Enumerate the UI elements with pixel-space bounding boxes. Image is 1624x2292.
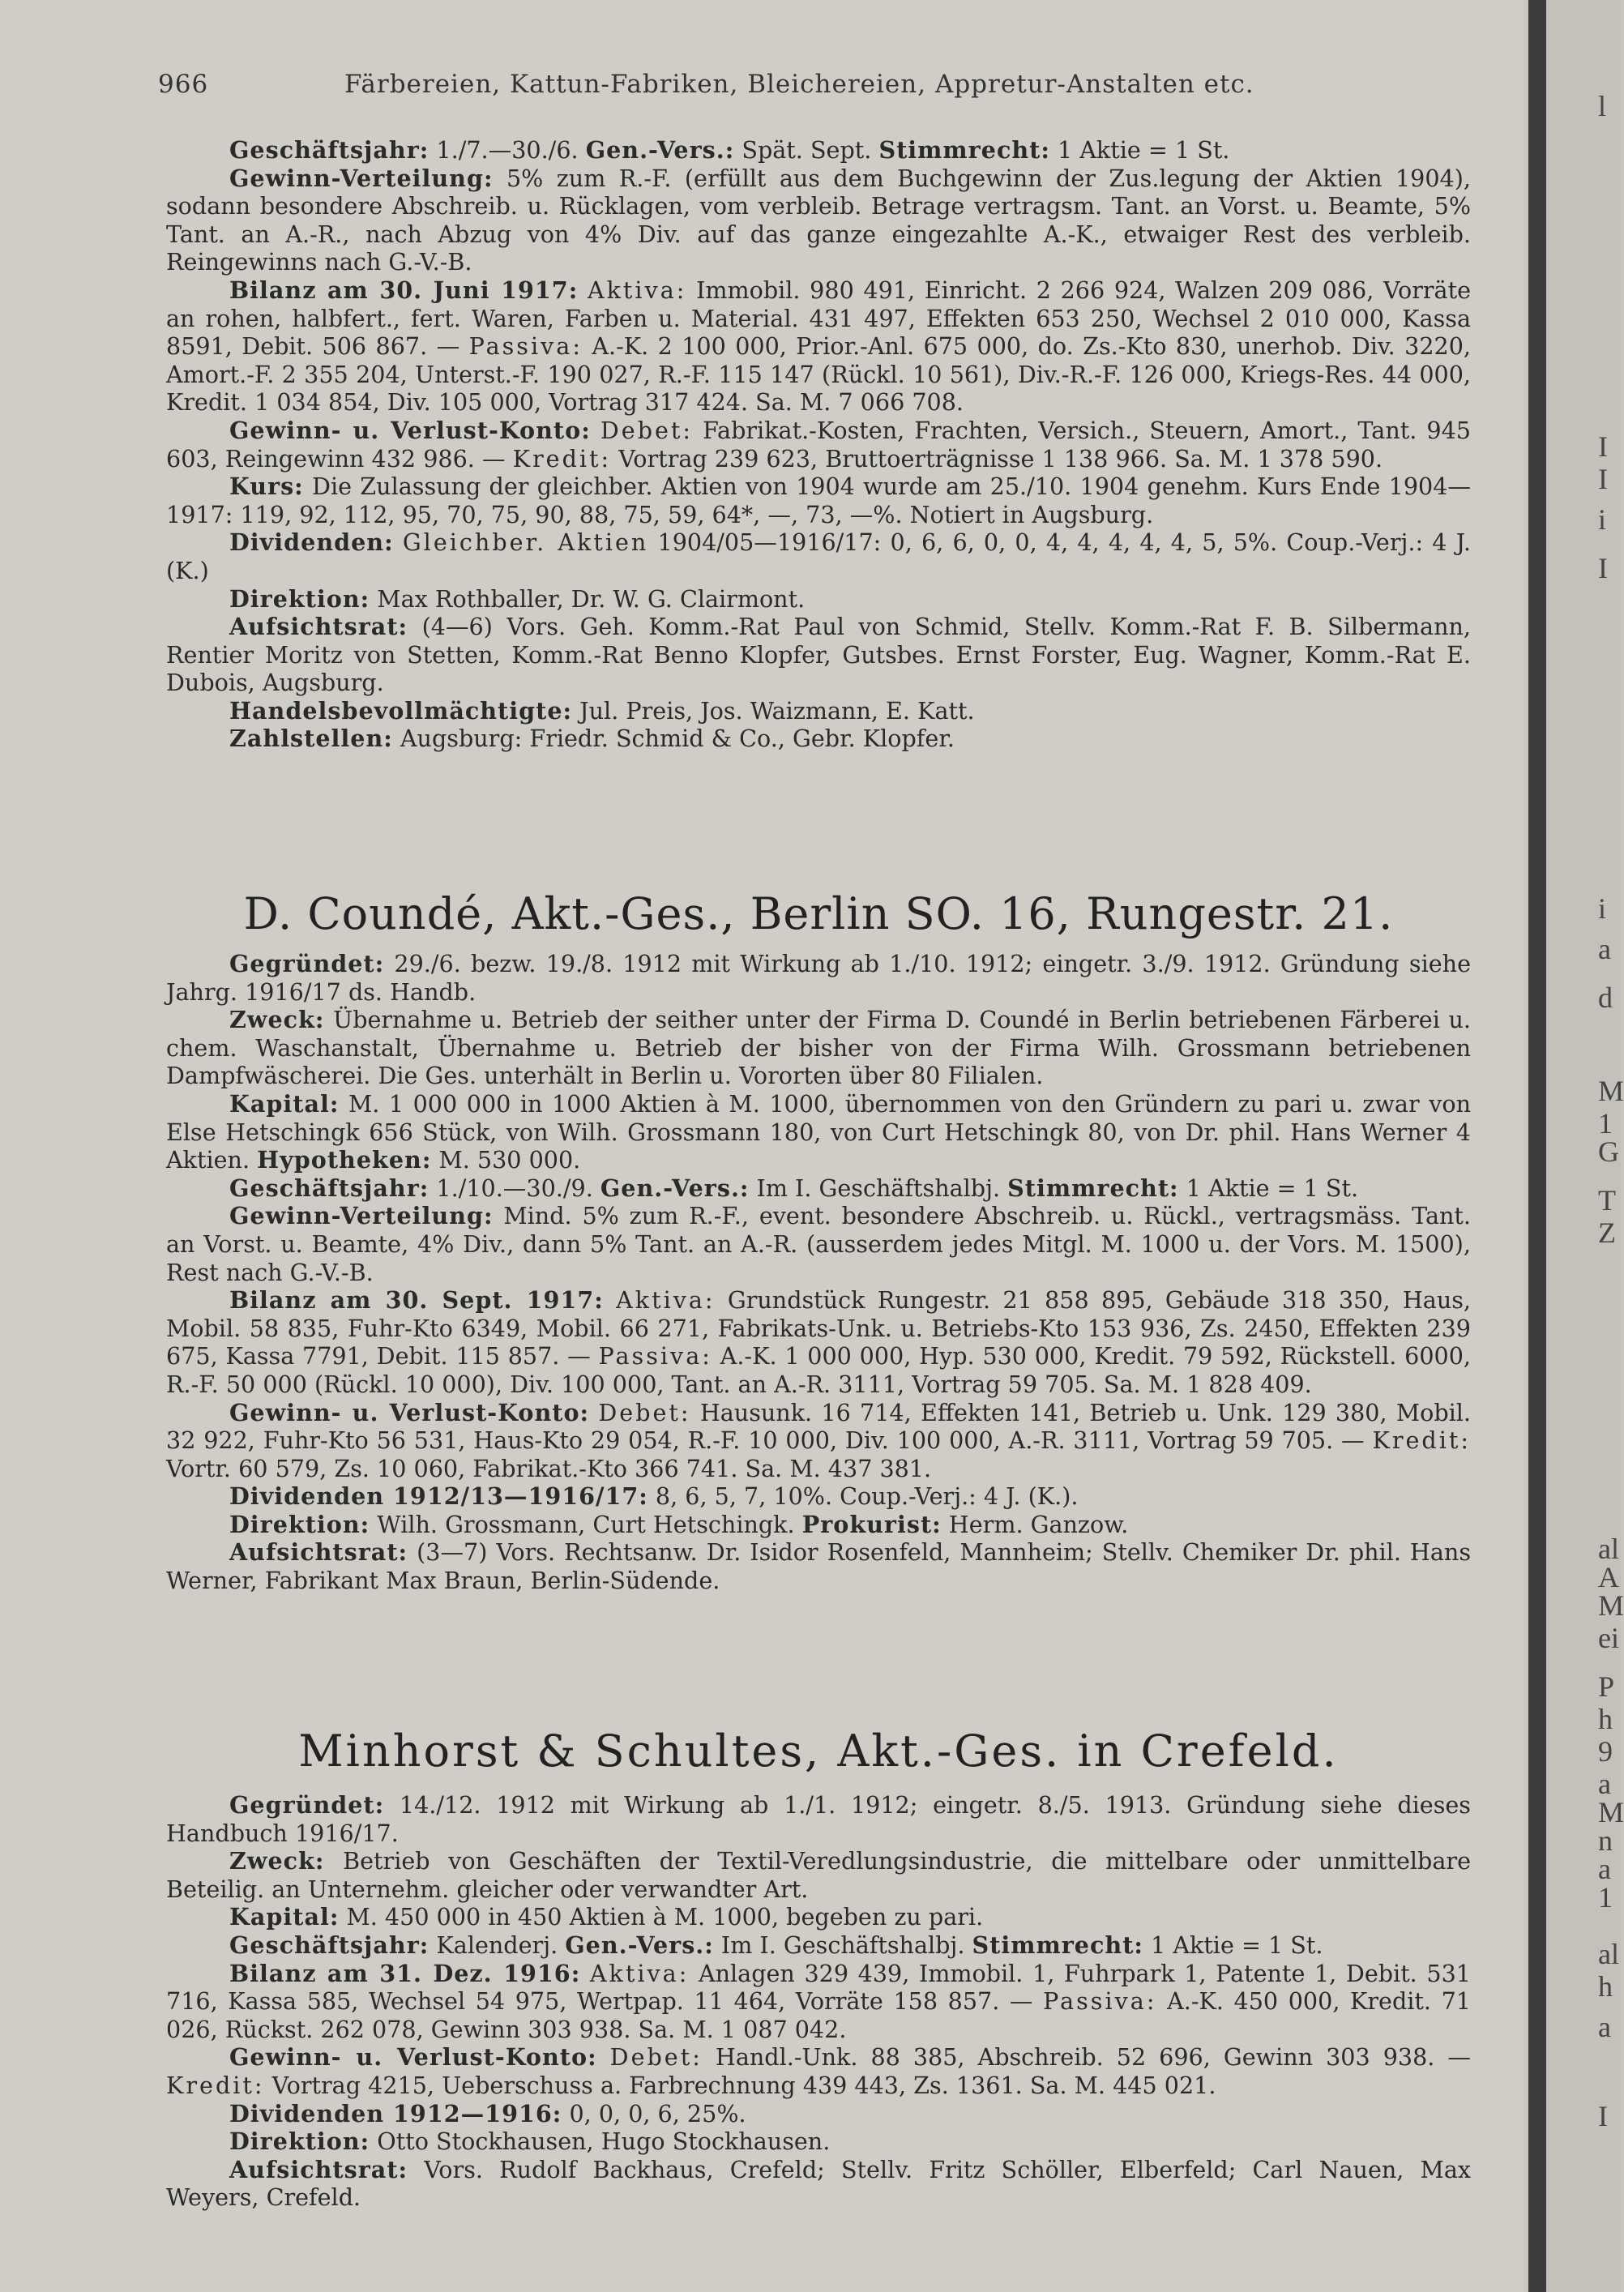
business-year-line: Geschäftsjahr: 1./7.—30./6. Gen.-Vers.: Spät. Sept. Stimmrecht: 1 Aktie = 1 St. — [229, 136, 1230, 164]
adjacent-page-fragment: M — [1598, 1796, 1624, 1828]
entry-minhorst — [166, 1791, 1471, 2212]
capital: Kapital: M. 1 000 000 in 1000 Aktien à M. 1000, übernommen von den Gründern zu pari u. zwar von Else Hetschingk 656 Stück, von Wilh. Grossmann 180, von Curt Hetschingk 80, von Dr. phil. Hans Werner 4 Aktien. Hypotheken: M. 530 000. — [166, 1089, 1471, 1174]
adjacent-page-fragment: al — [1598, 1533, 1619, 1565]
adjacent-page-fragment: I — [1598, 552, 1608, 584]
adjacent-page-fragment: I — [1598, 463, 1608, 495]
profit-distribution: Gewinn-Verteilung: 5% zum R.-F. (erfüllt aus dem Buchgewinn der Zus.legung der Aktien 1904), sodann besondere Abschreib. u. Rücklagen, vom verbleib. Betrage vertragsm. Tant. an Vorst. u. Beamte, 5% Tant. an A.-R., nach Abzug von 4% Div. auf das ganze eingezahlte A.-K., etwaiger Rest des verbleib. Reingewinns nach G.-V.-B. — [166, 164, 1471, 276]
running-title: Färbereien, Kattun-Fabriken, Bleichereien, Appretur-Anstalten etc. — [344, 70, 1254, 99]
authorized-agents: Handelsbevollmächtigte: Jul. Preis, Jos. Waizmann, E. Katt. — [229, 696, 975, 725]
supervisory-board: Aufsichtsrat: (3—7) Vors. Rechtsanw. Dr. Isidor Rosenfeld, Mannheim; Stellv. Chemiker Dr. phil. Hans Werner, Fabrikant Max Braun, Berlin-Südende. — [166, 1538, 1471, 1595]
adjacent-page-fragment: a — [1598, 2011, 1611, 2043]
adjacent-page-fragment: 9 — [1598, 1735, 1613, 1768]
dividends: Dividenden 1912—1916: 0, 0, 0, 6, 25%. — [229, 2099, 746, 2127]
supervisory-board: Aufsichtsrat: (4—6) Vors. Geh. Komm.-Rat Paul von Schmid, Stellv. Komm.-Rat F. B. Silbermann, Rentier Moritz von Stetten, Komm.-Rat Benno Klopfer, Gutsbes. Ernst Forster, Eug. Wagner, Komm.-Rat E. Dubois, Augsburg. — [166, 613, 1471, 697]
adjacent-page-fragment: n — [1598, 1824, 1613, 1857]
supervisory-board: Aufsichtsrat: Vors. Rudolf Backhaus, Crefeld; Stellv. Fritz Schöller, Elberfeld; Carl Nauen, Max Weyers, Crefeld. — [166, 2155, 1471, 2212]
company-heading-minhorst: Minhorst & Schultes, Akt.-Ges. in Crefeld. — [298, 1725, 1339, 1777]
business-year-line: Geschäftsjahr: Kalenderj. Gen.-Vers.: Im I. Geschäftshalbj. Stimmrecht: 1 Aktie = 1 St. — [229, 1931, 1323, 1959]
adjacent-page-fragment: I — [1598, 2100, 1608, 2132]
entry-counde — [166, 950, 1471, 1595]
adjacent-page-fragment: h — [1598, 1970, 1613, 2003]
share-price: Kurs: Die Zulassung der gleichber. Aktien von 1904 wurde am 25./10. 1904 genehm. Kurs Ende 1904—1917: 119, 92, 112, 95, 70, 75, 90, 88, 75, 59, 64*, —, 73, —%. Notiert in Augsburg. — [166, 473, 1471, 528]
founded: Gegründet: 29./6. bezw. 19./8. 1912 mit Wirkung ab 1./10. 1912; eingetr. 3./9. 1912. Gründung siehe Jahrg. 1916/17 ds. Handb. — [166, 950, 1471, 1006]
company-heading-counde: D. Coundé, Akt.-Ges., Berlin SO. 16, Rungestr. 21. — [243, 888, 1394, 939]
adjacent-page-fragment: a — [1598, 933, 1611, 965]
adjacent-page-fragment: a — [1598, 1768, 1611, 1800]
adjacent-page-fragment: T — [1598, 1184, 1616, 1217]
profit-loss-account: Gewinn- u. Verlust-Konto: Debet: Handl.-Unk. 88 385, Abschreib. 52 696, Gewinn 303 938. — Kredit: Vortrag 4215, Ueberschuss a. Farbrechnung 439 443, Zs. 1361. Sa. M. 445 021. — [166, 2043, 1471, 2099]
adjacent-page-fragment: h — [1598, 1703, 1613, 1735]
adjacent-page-fragment: Z — [1598, 1217, 1616, 1249]
adjacent-page-fragment: i — [1598, 503, 1607, 536]
founded: Gegründet: 14./12. 1912 mit Wirkung ab 1./1. 1912; eingetr. 8./5. 1913. Gründung siehe dieses Handbuch 1916/17. — [166, 1791, 1471, 1847]
management: Direktion: Wilh. Grossmann, Curt Hetschingk. Prokurist: Herm. Ganzow. — [229, 1510, 1129, 1538]
profit-distribution: Gewinn-Verteilung: Mind. 5% zum R.-F., event. besondere Abschreib. u. Rückl., vertragsmäss. Tant. an Vorst. u. Beamte, 4% Div., dann 5% Tant. an A.-R. (ausserdem jedes Mitgl. M. 1000 u. der Vors. M. 1500), Rest nach G.-V.-B. — [166, 1202, 1471, 1286]
business-year-line: Geschäftsjahr: 1./10.—30./9. Gen.-Vers.: Im I. Geschäftshalbj. Stimmrecht: 1 Aktie = 1 St. — [229, 1174, 1359, 1202]
adjacent-page-fragment: a — [1598, 1853, 1611, 1885]
dividends: Dividenden: Gleichber. Aktien 1904/05—1916/17: 0, 6, 6, 0, 0, 4, 4, 4, 4, 4, 5, 5%. Coup.-Verj.: 4 J. (K.) — [166, 528, 1471, 584]
adjacent-page-fragment: M — [1598, 1075, 1624, 1107]
adjacent-page-fragment: A — [1598, 1561, 1619, 1593]
page-number: 966 — [158, 70, 209, 99]
management: Direktion: Otto Stockhausen, Hugo Stockhausen. — [229, 2127, 831, 2156]
page-gutter — [1528, 0, 1546, 2292]
adjacent-page-fragment: al — [1598, 1938, 1619, 1970]
paying-agents: Zahlstellen: Augsburg: Friedr. Schmid & Co., Gebr. Klopfer. — [229, 725, 955, 753]
adjacent-page-fragment: P — [1598, 1670, 1615, 1703]
dividends: Dividenden 1912/13—1916/17: 8, 6, 5, 7, 10%. Coup.-Verj.: 4 J. (K.). — [229, 1482, 1079, 1511]
balance-sheet: Bilanz am 30. Sept. 1917: Aktiva: Grundstück Rungestr. 21 858 895, Gebäude 318 350, Haus, Mobil. 58 835, Fuhr-Kto 6349, Mobil. 66 271, Fabrikats-Unk. u. Betriebs-Kto 153 936, Zs. 2450, Effekten 239 675, Kassa 7791, Debit. 115 857. — Passiva: A.-K. 1 000 000, Hyp. 530 000, Kredit. 79 592, Rückstell. 6000, R.-F. 50 000 (Rückl. 10 000), Div. 100 000, Tant. an A.-R. 3111, Vortrag 59 705. Sa. M. 1 828 409. — [166, 1286, 1472, 1398]
adjacent-page-fragment: 1 — [1598, 1881, 1613, 1914]
adjacent-page-fragment: ei — [1598, 1622, 1619, 1654]
page-header — [158, 70, 1487, 110]
balance-sheet: Bilanz am 30. Juni 1917: Aktiva: Immobil. 980 491, Einricht. 2 266 924, Walzen 209 086, Vorräte an rohen, halbfert., fert. Waren, Farben u. Material. 431 497, Effekten 653 250, Wechsel 2 010 000, Kassa 8591, Debit. 506 867. — Passiva: A.-K. 2 100 000, Prior.-Anl. 675 000, do. Zs.-Kto 830, unerhob. Div. 3220, Amort.-F. 2 355 204, Unterst.-F. 190 027, R.-F. 115 147 (Rückl. 10 561), Div.-R.-F. 126 000, Kriegs-Res. 44 000, Kredit. 1 034 854, Div. 105 000, Vortrag 317 424. Sa. M. 7 066 708. — [166, 276, 1472, 417]
adjacent-page-fragment: l — [1598, 90, 1607, 122]
adjacent-page-fragment: 1 — [1598, 1107, 1613, 1140]
adjacent-page-edge — [1546, 0, 1624, 2292]
adjacent-page-fragment: I — [1598, 430, 1608, 463]
adjacent-page-fragment: G — [1598, 1135, 1619, 1168]
balance-sheet: Bilanz am 31. Dez. 1916: Aktiva: Anlagen 329 439, Immobil. 1, Fuhrpark 1, Patente 1, Debit. 531 716, Kassa 585, Wechsel 54 975, Wertpap. 11 464, Vorräte 158 857. — Passiva: A.-K. 450 000, Kredit. 71 026, Rückst. 262 078, Gewinn 303 938. Sa. M. 1 087 042. — [166, 1959, 1471, 2043]
profit-loss-account: Gewinn- u. Verlust-Konto: Debet: Hausunk. 16 714, Effekten 141, Betrieb u. Unk. 129 380, Mobil. 32 922, Fuhr-Kto 56 531, Haus-Kto 29 054, R.-F. 10 000, Div. 100 000, A.-R. 3111, Vortrag 59 705. — Kredit: Vortr. 60 579, Zs. 10 060, Fabrikat.-Kto 366 741. Sa. M. 437 381. — [166, 1398, 1471, 1482]
adjacent-page-fragment: i — [1598, 892, 1607, 925]
profit-loss-account: Gewinn- u. Verlust-Konto: Debet: Fabrikat.-Kosten, Frachten, Versich., Steuern, Amort., Tant. 945 603, Reingewinn 432 986. — Kredit: Vortrag 239 623, Bruttoerträgnisse 1 138 966. Sa. M. 1 378 590. — [166, 416, 1471, 473]
purpose: Zweck: Betrieb von Geschäften der Textil-Veredlungsindustrie, die mittelbare oder unmittelbare Beteilig. an Unternehm. gleicher oder verwandter Art. — [166, 1847, 1471, 1903]
management: Direktion: Max Rothballer, Dr. W. G. Clairmont. — [229, 584, 806, 613]
adjacent-page-fragment: d — [1598, 981, 1613, 1014]
adjacent-page-fragment: M — [1598, 1589, 1624, 1622]
entry-previous-company — [166, 136, 1471, 753]
capital: Kapital: M. 450 000 in 450 Aktien à M. 1000, begeben zu pari. — [229, 1903, 984, 1931]
purpose: Zweck: Übernahme u. Betrieb der seither unter der Firma D. Coundé in Berlin betriebenen Färberei u. chem. Waschanstalt, Übernahme u. Betrieb der bisher von der Firma Wilh. Grossmann betriebenen Dampfwäscherei. Die Ges. unterhält in Berlin u. Vororten über 80 Filialen. — [166, 1006, 1471, 1090]
